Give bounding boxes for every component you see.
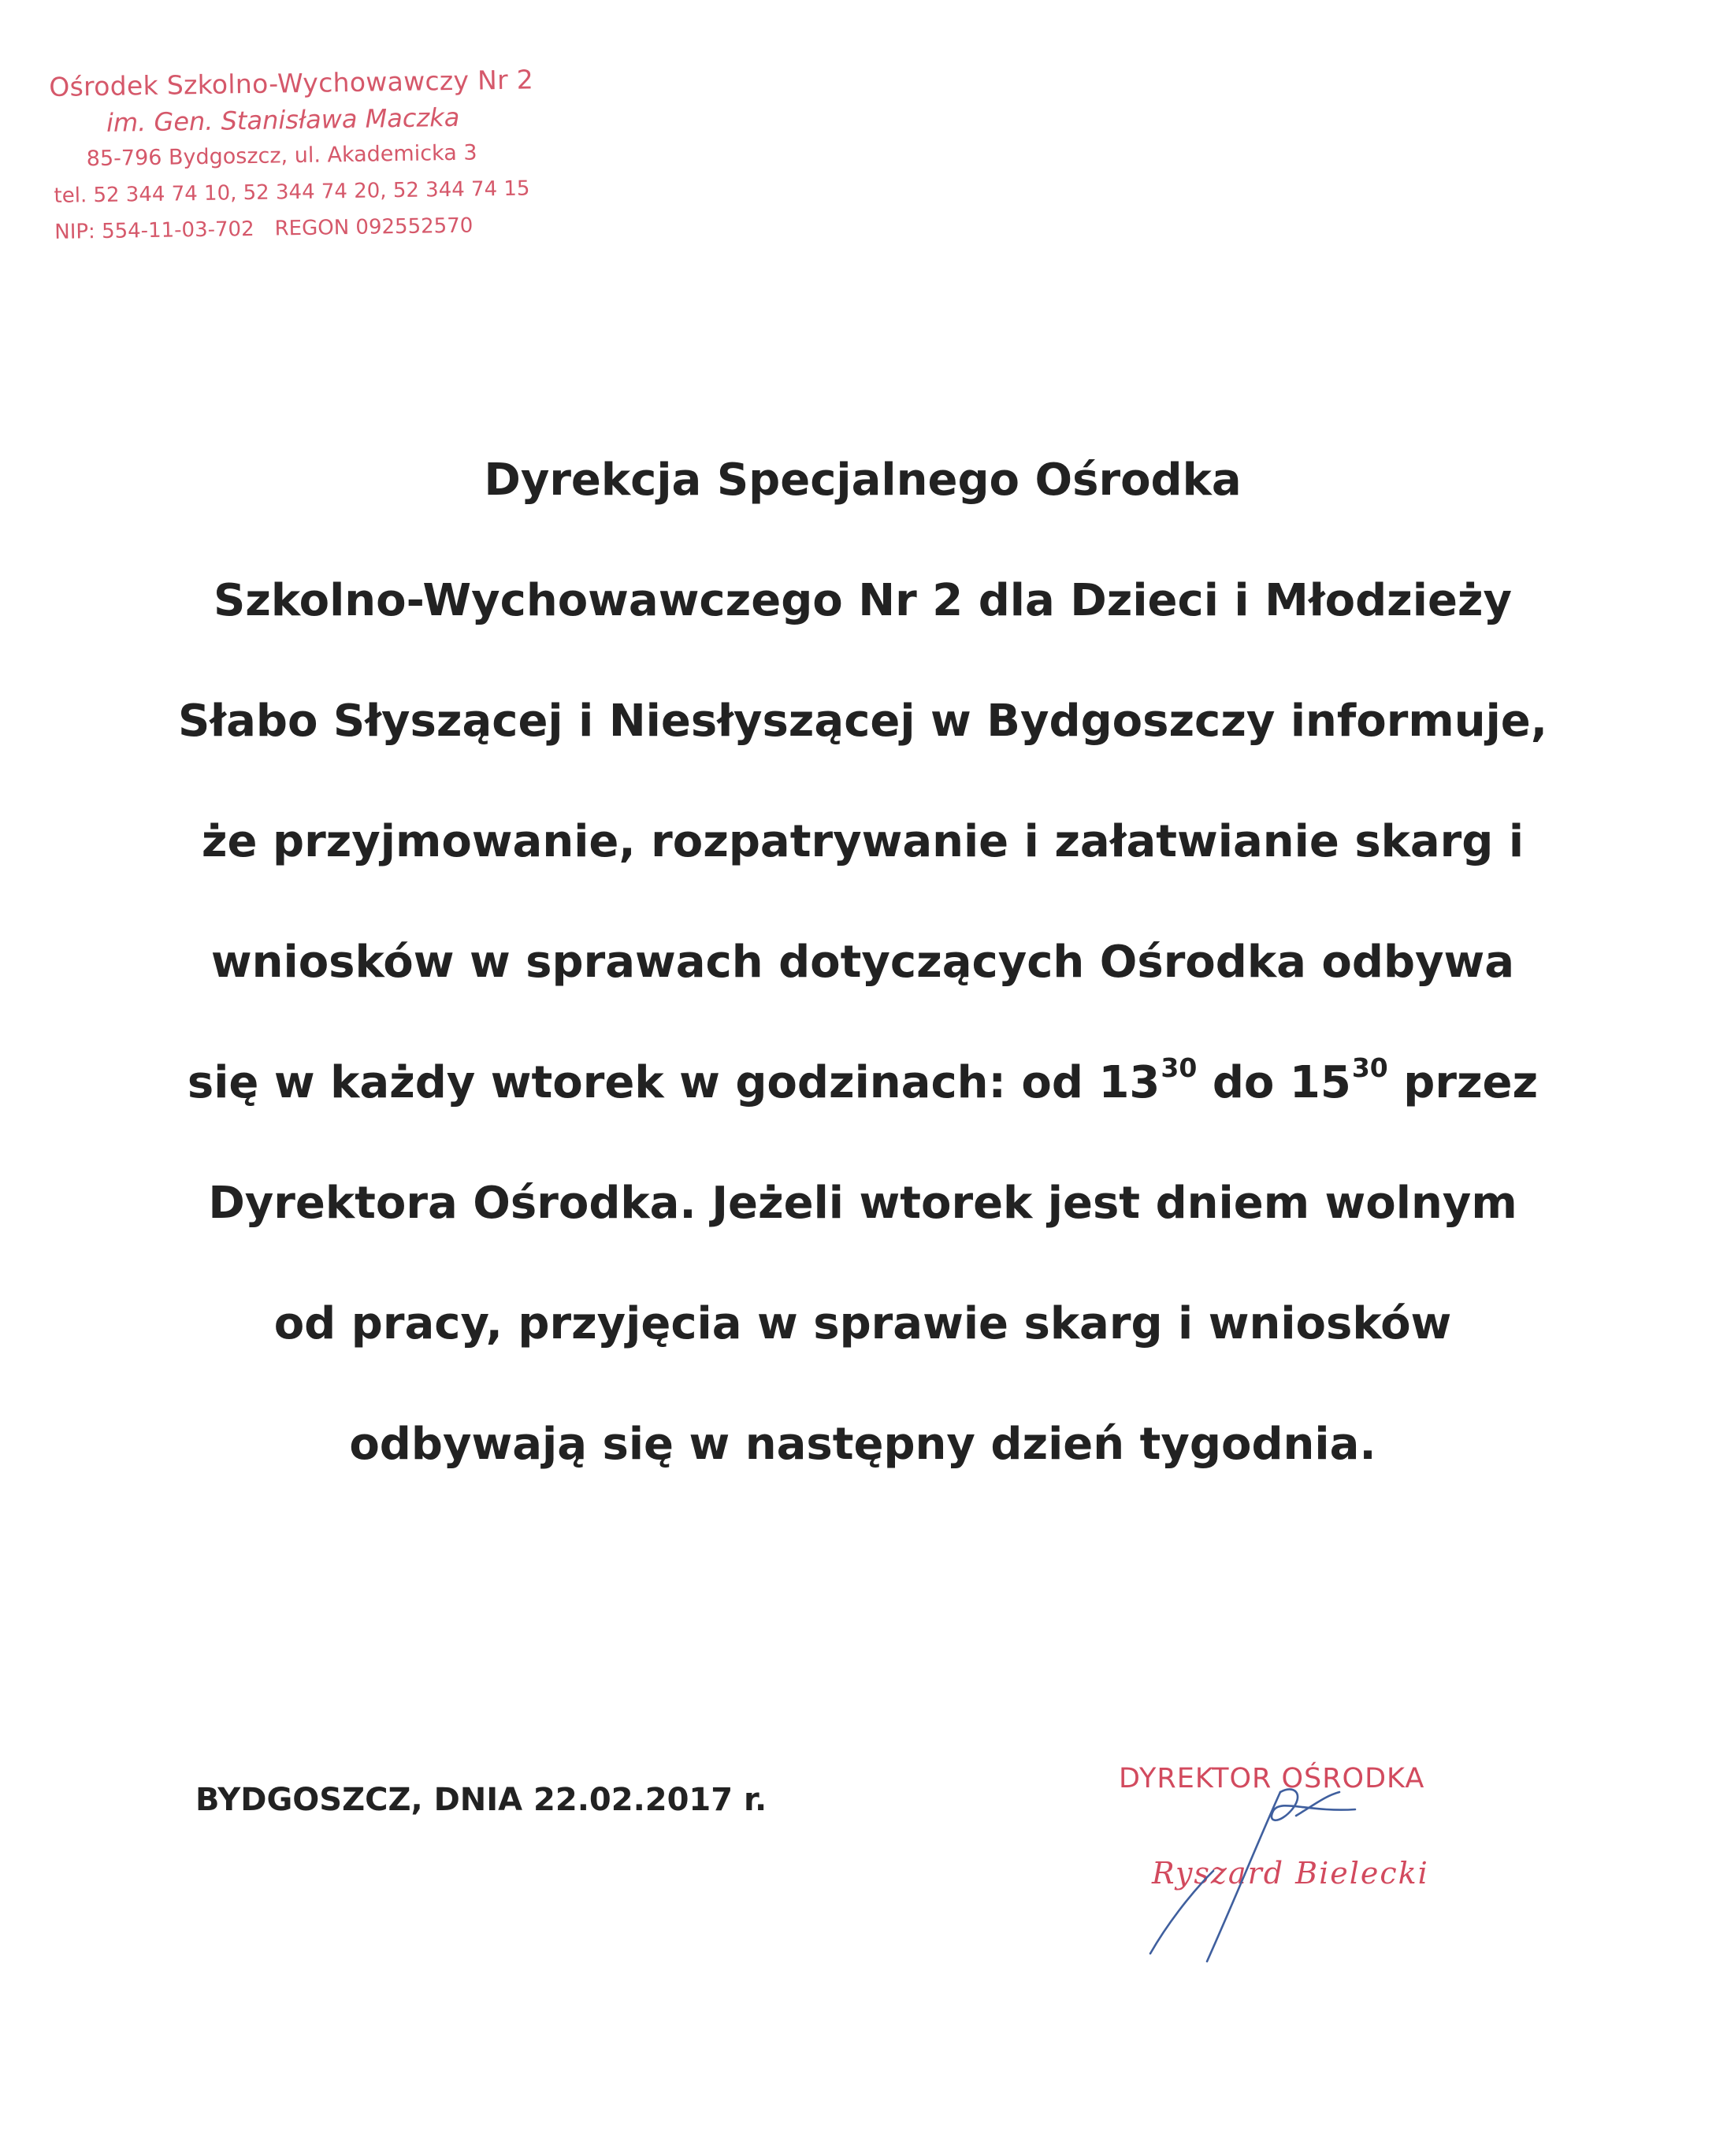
hours-from: 13	[1098, 1057, 1161, 1108]
hours-prefix: się w każdy wtorek w godzinach: od	[187, 1057, 1099, 1108]
announcement-line-8: od pracy, przyjęcia w sprawie skarg i wniosków	[273, 1298, 1452, 1349]
stamp-nip: NIP: 554-11-03-702	[54, 217, 254, 244]
announcement-line-1: Dyrekcja Specjalnego Ośrodka	[484, 455, 1242, 506]
announcement-line-9: odbywają się w następny dzień tygodnia.	[349, 1419, 1376, 1470]
hours-to: 15	[1289, 1057, 1351, 1108]
signature-stroke-main	[1207, 1792, 1280, 1961]
institution-stamp	[49, 61, 604, 250]
stamp-identifiers	[51, 206, 604, 250]
director-name: Ryszard Bielecki	[1152, 1856, 1429, 1891]
announcement-line-2: Szkolno-Wychowawczego Nr 2 dla Dzieci i Młodzieży	[213, 575, 1513, 626]
hours-to-minutes: 30	[1351, 1052, 1388, 1083]
stamp-address: 85-796 Bydgoszcz, ul. Akademicka 3	[86, 140, 477, 172]
stamp-regon: REGON 092552570	[274, 213, 474, 241]
stamp-patron: im. Gen. Stanisława Maczka	[106, 102, 460, 138]
announcement-line-6	[102, 1044, 1623, 1164]
hours-from-minutes: 30	[1161, 1052, 1198, 1083]
announcement-line-3: Słabo Słyszącej i Niesłyszącej w Bydgoszczy informuje,	[177, 696, 1548, 747]
signature-stroke-tail	[1150, 1871, 1213, 1954]
stamp-phones: tel. 52 344 74 10, 52 344 74 20, 52 344 74 15	[54, 176, 530, 208]
announcement-body	[102, 441, 1623, 1526]
hours-suffix: przez	[1387, 1057, 1539, 1108]
announcement-line-4: że przyjmowanie, rozpatrywanie i załatwianie skarg i	[201, 816, 1525, 867]
place-date: BYDGOSZCZ, DNIA 22.02.2017 r.	[195, 1782, 767, 1818]
announcement-line-5: wniosków w sprawach dotyczących Ośrodka odbywa	[210, 937, 1515, 988]
hours-middle: do	[1197, 1057, 1290, 1108]
handwritten-signature	[1119, 1761, 1458, 1973]
announcement-line-7: Dyrektora Ośrodka. Jeżeli wtorek jest dniem wolnym	[208, 1178, 1517, 1229]
stamp-institution-name: Ośrodek Szkolno-Wychowawczy Nr 2	[49, 64, 534, 102]
signature-stroke-flourish	[1296, 1792, 1339, 1816]
director-title: DYREKTOR OŚRODKA	[1119, 1763, 1425, 1794]
